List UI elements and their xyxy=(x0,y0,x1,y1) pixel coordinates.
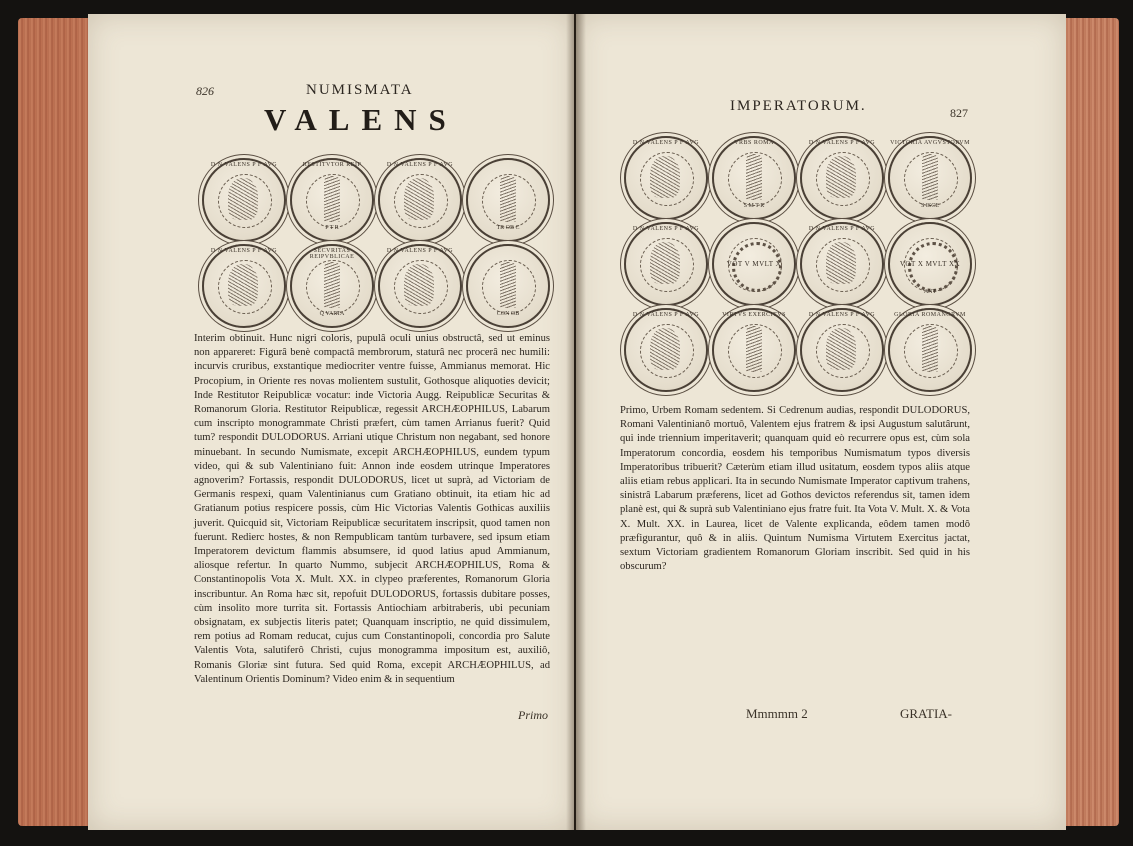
coin-bust xyxy=(378,158,462,242)
coin-figure xyxy=(888,136,972,220)
coin-bust-motif xyxy=(650,242,680,284)
book-gutter xyxy=(566,14,586,830)
coin-exergue: Q VARTA xyxy=(319,311,345,317)
coin-legend: D N VALENS P F AVG xyxy=(808,312,876,318)
coin-figure xyxy=(888,308,972,392)
coin-figure xyxy=(712,308,796,392)
coin-bust xyxy=(624,222,708,306)
body-text xyxy=(194,332,550,685)
coin-figure-motif xyxy=(324,262,340,308)
coin-bust-motif xyxy=(650,156,680,198)
coin-figure-motif xyxy=(922,326,938,372)
left-page xyxy=(88,14,574,830)
catchword: Primo xyxy=(518,708,548,722)
page-number: 826 xyxy=(196,84,214,98)
coin-figure xyxy=(466,244,550,328)
coin-bust-motif xyxy=(404,264,434,306)
coin-legend: D N VALENS P F AVG xyxy=(632,226,700,232)
coin-plate xyxy=(620,132,970,392)
coin-exergue: CON OB xyxy=(496,311,520,317)
coin-figure-motif xyxy=(746,326,762,372)
coin-legend: SECVRITAS REIPVBLICAE xyxy=(309,248,355,260)
coin-legend: D N VALENS P F AVG xyxy=(632,312,700,318)
coin-bust-motif xyxy=(228,264,258,306)
coin-wreath xyxy=(712,222,796,306)
coin-legend: VICTORIA AVGVSTORVM xyxy=(890,140,970,146)
coin-exergue: P T R xyxy=(325,225,339,231)
coin-legend: D N VALENS P F AVG xyxy=(808,226,876,232)
page-header-subtitle: NUMISMATA xyxy=(306,82,414,98)
coin-legend: RESTITVTOR REIP xyxy=(302,162,362,168)
coin-bust-motif xyxy=(826,242,856,284)
coin-figure xyxy=(712,136,796,220)
coin-bust-motif xyxy=(650,328,680,370)
coin-plate xyxy=(198,154,548,324)
book-fore-edge-left xyxy=(18,18,96,826)
coin-bust xyxy=(800,222,884,306)
right-page xyxy=(576,14,1066,830)
coin-figure-motif xyxy=(922,154,938,200)
coin-figure xyxy=(290,244,374,328)
coin-bust xyxy=(624,136,708,220)
coin-bust-motif xyxy=(228,178,258,220)
coin-bust-motif xyxy=(826,328,856,370)
signature-mark: Mmmmm 2 xyxy=(746,706,808,721)
coin-figure xyxy=(290,158,374,242)
coin-figure xyxy=(466,158,550,242)
page-header-subtitle: IMPERATORUM. xyxy=(730,98,867,114)
coin-legend: GLORIA ROMANORVM xyxy=(894,312,966,318)
coin-bust xyxy=(800,136,884,220)
catchword: GRATIA- xyxy=(900,706,952,721)
coin-legend: VOT X MVLT XX xyxy=(899,260,961,268)
coin-legend: D N VALENS P F AVG xyxy=(386,162,454,168)
coin-bust-motif xyxy=(404,178,434,220)
coin-legend: D N VALENS P F AVG xyxy=(386,248,454,254)
page-number: 827 xyxy=(950,106,968,120)
coin-legend: D N VALENS P F AVG xyxy=(632,140,700,146)
coin-exergue: ANT xyxy=(923,289,937,295)
paragraph: Primo, Urbem Romam sedentem. Si Cedrenum audias, respondit DULODORUS, Romani Valentinianô mortuô, Valentem ejus fratrem & ipsi Augustum salutârunt, qui inde triennium imperitaverit; quanquam quid eò recurrere opus est, cùm sola Imperatorum concordia, eosdem his temporibus Numismatum typos diversis Imperatoribus tribuerit? Cæterùm etiam illud usitatum, eosdem typos aliis atque aliis etiam rebus applicari. Ita in secundo Numismate Imperator captivum trahens, sinistrâ Labarum præferens, licet ad Gothos devictos referendus sit, tamen idem planè est, qui & suprà sub Valentiniano ejus fratre fuit. Ita Vota V. Mult. X. & Vota X. Mult. XX. in Laurea, licet de Valente explicanda, eôdem tamen modô præfigurantur, quô & in aliis. Quintum Numisma Virtutem Exercitus jactat, sextum Victoriam gradientem Romanorum Gloriam inscribit. Sed quid in his obscurum? xyxy=(620,405,970,573)
coin-exergue: TR OB C xyxy=(496,225,520,231)
coin-legend: VRBS ROMA xyxy=(734,140,774,146)
coin-legend: VIRTVS EXERCITVS xyxy=(722,312,786,318)
coin-bust xyxy=(202,158,286,242)
coin-figure-motif xyxy=(500,262,516,308)
coin-exergue: S M T R xyxy=(743,203,765,209)
coin-exergue: S ISCE xyxy=(921,203,939,209)
coin-legend: D N VALENS P F AVG xyxy=(210,248,278,254)
coin-bust-motif xyxy=(826,156,856,198)
page-header-title: VALENS xyxy=(264,102,458,137)
coin-bust xyxy=(378,244,462,328)
coin-wreath xyxy=(888,222,972,306)
coin-legend: D N VALENS P F AVG xyxy=(210,162,278,168)
coin-legend: D N VALENS P F AVG xyxy=(808,140,876,146)
paragraph: Interim obtinuit. Hunc nigri coloris, pupulâ oculi unius obstructâ, sed ut eminus non appareret: Figurâ benè compactâ membrorum, staturâ nec procerâ nec humili: incurvis cruribus, exstantique mediocriter ventre fuisse, Ammianus memorat. Hic Procopium, in Oriente res novas molientem sustulit, Gothosque aliquoties devicit; Inde Restitutor Reipublicæ vocatur: inde Victoria Augg. Reipublicæ Securitas & Romanorum Gloria. Restitutor Reipublicæ, regessit ARCHÆOPHILUS, Labarum cum inscripto monogrammate Christi præfert, cùm tamen Arrianus fuerit? Quid tum? respondit DULODORUS. Arriani utique Christum non negabant, sed honore minuebant. In secundo Numismate, excepit ARCHÆOPHILUS, eundem typum video, qui & sub Valentiniano fuit: Annon inde eosdem utrinque Imperatores agnoverim? Fortassis, respondit DULODORUS, licet ut suprà, ad Victoriam de Germanis respexi, quam Valentinianus cum Gratiano obtinuit, ita etiam hic ad Gratianum potius respicere possis, cùm Hic Victorias Valentis Gothicas auxiliis juverit. Quicquid sit, Victoriam Reipublicæ securitatem inscripsit, quod tamen non fuerunt. Redierc hostes, & non Rempublicam tantùm turbavere, sed ipsum etiam Imperatorem devictum flammis absumsere, id quod latius apud Ammianum, aliosque refertur. In quarto Nummo, subjecit ARCHÆOPHILUS, Roma & Constantinopolis Vota X. Mult. XX. in clypeo præferentes, Romanorum Gloria inscribuntur. An Roma hæc sit, repofuit DULODORUS, fortassis dubitare posses, cùm insolito more turrita sit. Fortassis Antiochiam arbitraberis, ubi pecuniam obsignatam, ex subjectis literis patet; Quanquam inscriptio, ne quid dissimulem, rem potius ad Romam reducat, cujus cum Constantinopoli, concordia pro Salute Valentis Vota, salutiferô Christi, cujus monogramma impositum est, auxiliô, Romanis Gloriæ sint futura. Sed quid Roma, excepit ARCHÆOPHILUS, ad Valentinum Orientis Dominum? Video enim & in sequentium xyxy=(194,333,550,685)
coin-figure-motif xyxy=(500,176,516,222)
body-text xyxy=(620,404,970,594)
coin-bust xyxy=(624,308,708,392)
coin-bust xyxy=(800,308,884,392)
coin-legend: VOT V MVLT X xyxy=(726,260,782,268)
coin-figure-motif xyxy=(324,176,340,222)
coin-figure-motif xyxy=(746,154,762,200)
coin-bust xyxy=(202,244,286,328)
